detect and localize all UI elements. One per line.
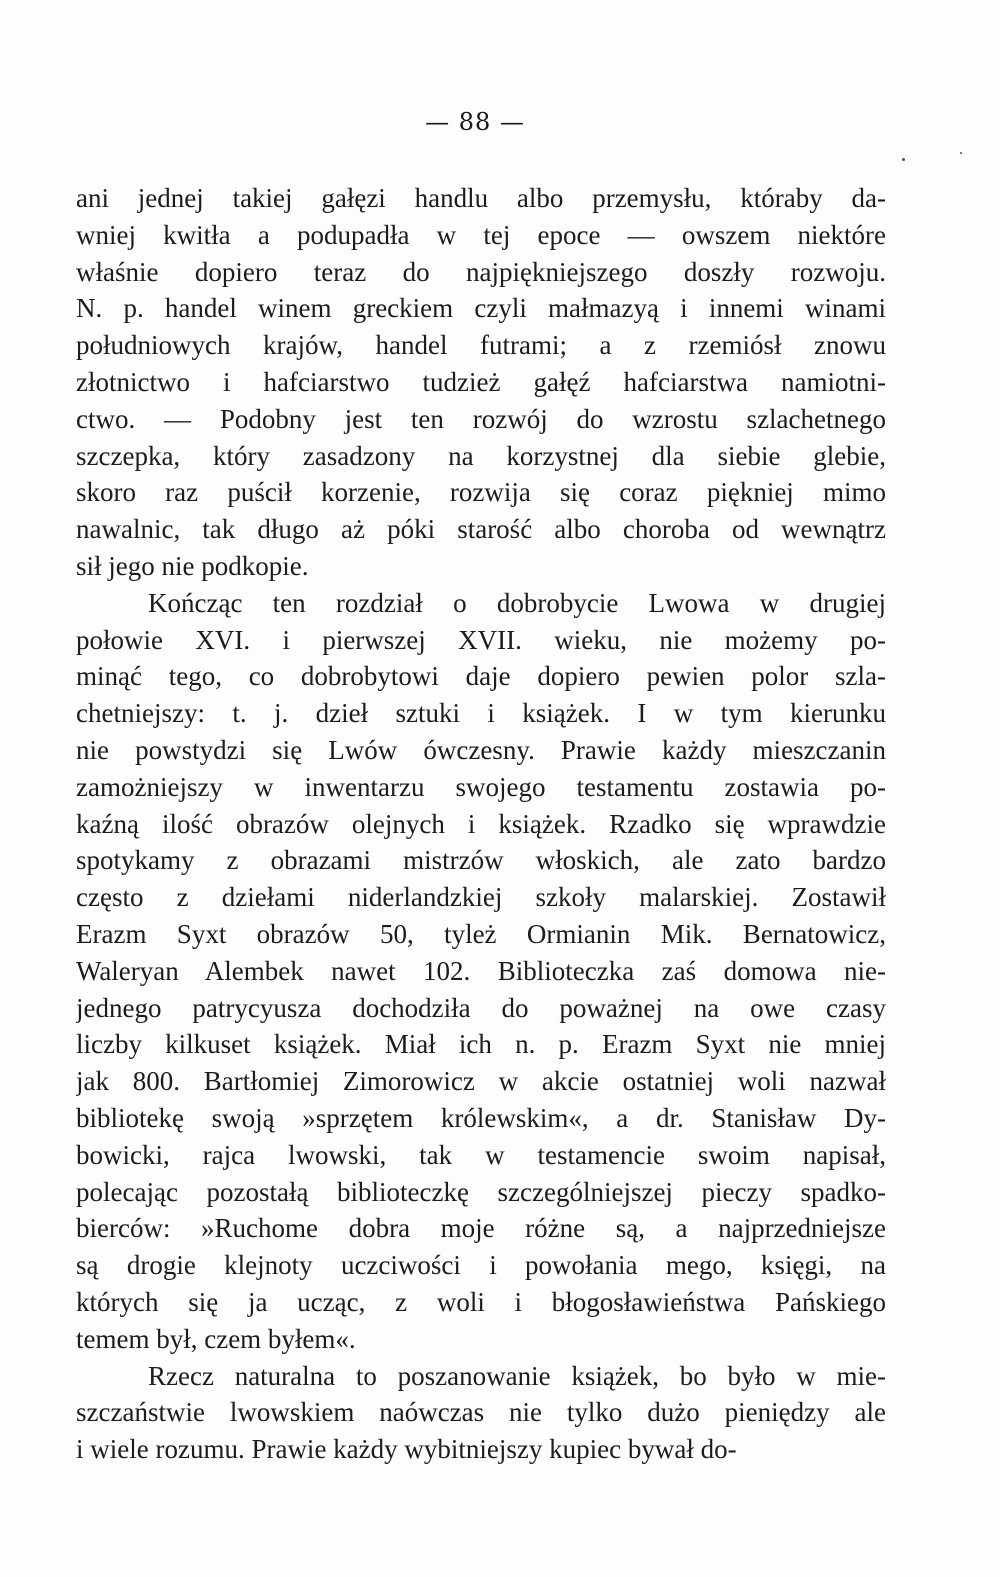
text-line: ctwo. — Podobny jest ten rozwój do wzrostu szlachetnego bbox=[76, 403, 886, 434]
text-line: skoro raz puścił korzenie, rozwija się coraz piękniej mimo bbox=[76, 477, 886, 508]
text-line: liczby kilkuset książek. Miał ich n. p. Erazm Syxt nie mniej bbox=[76, 1029, 886, 1060]
text-line: nawalnic, tak długo aż póki starość albo choroba od wewnątrz bbox=[76, 514, 886, 545]
page-number: — 88 — bbox=[425, 108, 525, 136]
text-line: szczaństwie lwowskiem naówczas nie tylko dużo pieniędzy ale bbox=[76, 1397, 886, 1428]
text-line: bibliotekę swoją »sprzętem królewskim«, a dr. Stanisław Dy- bbox=[76, 1102, 886, 1133]
text-line: chetniejszy: t. j. dzieł sztuki i książek. I w tym kierunku bbox=[76, 698, 886, 729]
text-line: i wiele rozumu. Prawie każdy wybitniejszy kupiec bywał do- bbox=[76, 1434, 737, 1465]
text-line: zamożniejszy w inwentarzu swojego testamentu zostawia po- bbox=[76, 771, 886, 802]
text-line: południowych krajów, handel futrami; a z rzemiósł znowu bbox=[76, 330, 886, 361]
paragraph bbox=[76, 1358, 886, 1468]
text-line: sił jego nie podkopie. bbox=[76, 550, 309, 581]
text-line: ani jednej takiej gałęzi handlu albo przemysłu, któraby da- bbox=[76, 183, 886, 213]
text-line: wniej kwitła a podupadła w tej epoce — owszem niektóre bbox=[76, 219, 886, 250]
text-line: złotnictwo i hafciarstwo tudzież gałęź hafciarstwa namiotni- bbox=[76, 366, 886, 397]
text-line: spotykamy z obrazami mistrzów włoskich, ale zato bardzo bbox=[76, 845, 886, 876]
text-line: nie powstydzi się Lwów ówczesny. Prawie każdy mieszczanin bbox=[76, 734, 886, 765]
text-line: Rzecz naturalna to poszanowanie książek, bo było w mie- bbox=[148, 1360, 886, 1391]
text-line: polecając pozostałą biblioteczkę szczególniejszej pieczy spadko- bbox=[76, 1176, 886, 1207]
text-line: są drogie klejnoty uczciwości i powołania mego, księgi, na bbox=[76, 1250, 886, 1281]
text-line: N. p. handel winem greckiem czyli małmazyą i innemi winami bbox=[76, 293, 886, 324]
text-line: często z dziełami niderlandzkiej szkoły malarskiej. Zostawił bbox=[76, 882, 886, 913]
text-line: jak 800. Bartłomiej Zimorowicz w akcie ostatniej woli nazwał bbox=[76, 1066, 886, 1097]
text-line: Waleryan Alembek nawet 102. Biblioteczka zaś domowa nie- bbox=[76, 955, 886, 986]
text-line: Erazm Syxt obrazów 50, tyleż Ormianin Mik. Bernatowicz, bbox=[76, 918, 886, 949]
text-line: minąć tego, co dobrobytowi daje dopiero pewien polor szla- bbox=[76, 661, 886, 692]
text-line: bowicki, rajca lwowski, tak w testamencie swoim napisał, bbox=[76, 1139, 886, 1170]
text-line: połowie XVI. i pierwszej XVII. wieku, nie możemy po- bbox=[76, 624, 886, 655]
text-line: Kończąc ten rozdział o dobrobycie Lwowa w drugiej bbox=[148, 587, 886, 618]
text-line: szczepka, który zasadzony na korzystnej dla siebie glebie, bbox=[76, 440, 886, 471]
paragraph bbox=[76, 585, 886, 1358]
text-line: jednego patrycyusza dochodziła do poważnej na owe czasy bbox=[76, 992, 886, 1023]
scan-speck bbox=[902, 158, 905, 161]
text-line: kaźną ilość obrazów olejnych i książek. Rzadko się wprawdzie bbox=[76, 808, 886, 839]
text-line: których się ja ucząc, z woli i błogosławieństwa Pańskiego bbox=[76, 1286, 886, 1317]
body-text bbox=[76, 180, 886, 1468]
text-line: bierców: »Ruchome dobra moje różne są, a najprzedniejsze bbox=[76, 1213, 886, 1244]
scan-speck bbox=[960, 152, 962, 154]
text-line: właśnie dopiero teraz do najpiękniejszego doszły rozwoju. bbox=[76, 256, 886, 287]
paragraph bbox=[76, 180, 886, 585]
text-line: temem był, czem byłem«. bbox=[76, 1323, 356, 1354]
